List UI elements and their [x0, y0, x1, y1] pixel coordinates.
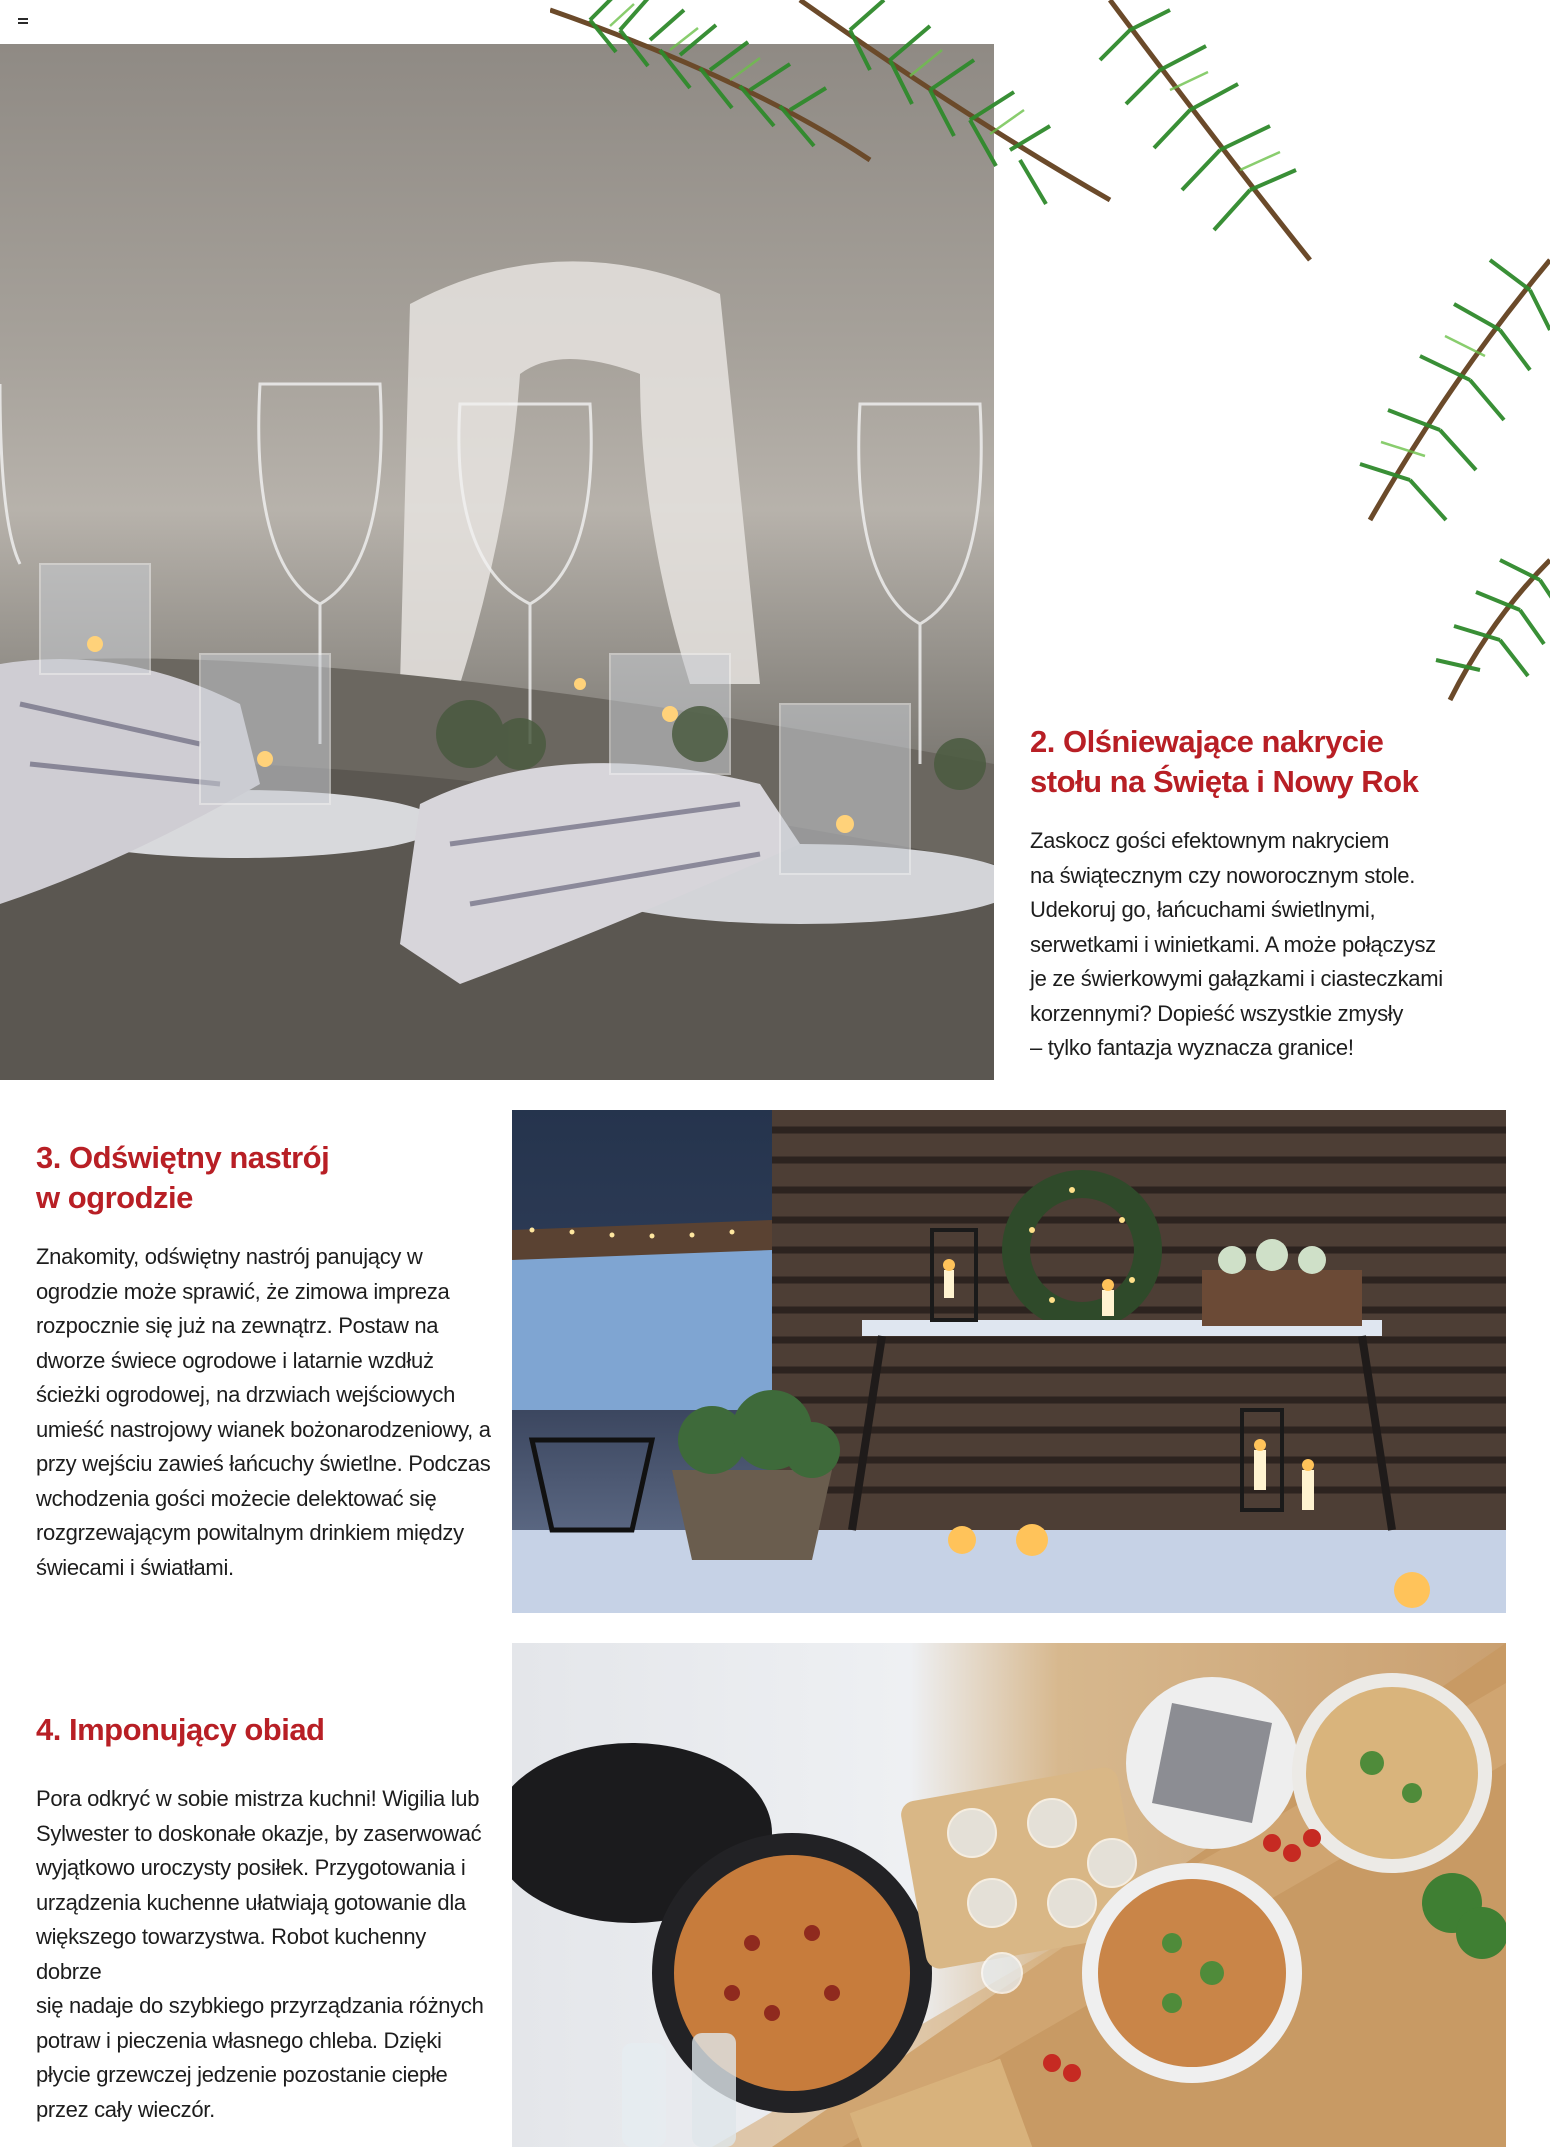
section-3-title — [36, 1138, 496, 1218]
section-4-body: Pora odkryć w sobie mistrza kuchni! Wigilia lub Sylwester to doskonałe okazje, by zaserwować wyjątkowo uroczysty posiłek. Przygotowania i urządzenia kuchenne ułatwiają gotowanie dla większego towarzystwa. Robot kuchenny dobrze się nadaje do szybkiego przyrządzania różnych potraw i pieczenia własnego chleba. Dzięki płycie grzewczej jedzenie pozostanie ciepłe przez cały wieczór. — [36, 1786, 484, 2122]
section-3-title-line2: w ogrodzie — [36, 1180, 193, 1215]
garden-photo — [512, 1110, 1506, 1613]
section-2-body: Zaskocz gości efektownym nakryciem na świątecznym czy noworocznym stole. Udekoruj go, łańcuchami świetlnymi, serwetkami i winietkami. A może połączysz je ze świerkowymi gałązkami i ciasteczkami korzennymi? Dopieść wszystkie zmysły – tylko fantazja wyznacza granice! — [1030, 828, 1443, 1060]
section-2-title-line1: 2. Olśniewające nakrycie — [1030, 724, 1384, 759]
section-2-title — [1030, 722, 1530, 802]
menu-icon[interactable] — [18, 18, 28, 26]
section-2-title-line2: stołu na Święta i Nowy Rok — [1030, 764, 1419, 799]
section-garden — [36, 1138, 496, 1585]
section-3-body: Znakomity, odświętny nastrój panujący w ogrodzie może sprawić, że zimowa impreza rozpocznie się już na zewnątrz. Postaw na dworze świece ogrodowe i latarnie wzdłuż ścieżki ogrodowej, na drzwiach wejściowych umieść nastrojowy wianek bożonarodzeniowy, a przy wejściu zawieś łańcuchy świetlne. Podczas wchodzenia gości możecie delektować się rozgrzewającym powitalnym drinkiem między świecami i światłami. — [36, 1244, 491, 1580]
section-dinner — [36, 1710, 496, 2127]
dinner-photo — [512, 1643, 1506, 2147]
pine-branches-decoration — [550, 0, 1550, 720]
section-4-title: 4. Imponujący obiad — [36, 1712, 325, 1747]
section-table-setting — [1030, 722, 1530, 1066]
section-3-title-line1: 3. Odświętny nastrój — [36, 1140, 330, 1175]
